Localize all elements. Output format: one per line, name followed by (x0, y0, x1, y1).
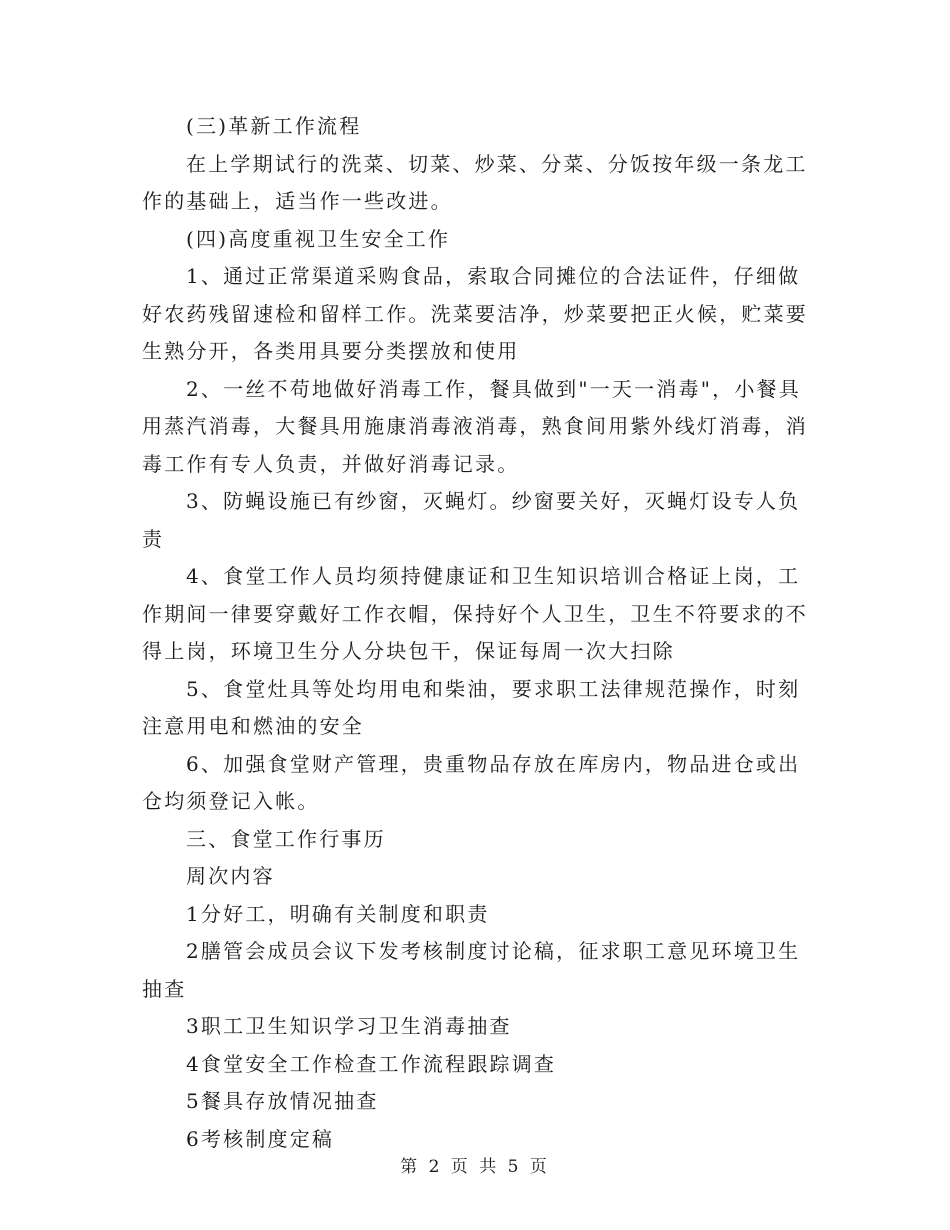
section-heading-4: (四)高度重视卫生安全工作 (186, 226, 451, 251)
page-number-footer: 第 2 页 共 5 页 (400, 1157, 550, 1177)
section-heading-3: (三)革新工作流程 (186, 114, 362, 138)
calendar-week-5: 5餐具存放情况抽查 (186, 1089, 379, 1113)
calendar-week-2: 2膳管会成员会议下发考核制度讨论稿，征求职工意见环境卫生抽查 (142, 939, 801, 1001)
paragraph-workflow: 在上学期试行的洗菜、切菜、炒菜、分菜、分饭按年级一条龙工作的基础上，适当作一些改进。 (142, 151, 808, 213)
calendar-week-3: 3职工卫生知识学习卫生消毒抽查 (186, 1014, 512, 1038)
paragraph-item-6: 6、加强食堂财产管理，贵重物品存放在库房内，物品进仓或出仓均须登记入帐。 (142, 751, 801, 813)
document-body (142, 108, 822, 1158)
paragraph-item-3: 3、防蝇设施已有纱窗，灭蝇灯。纱窗要关好，灭蝇灯设专人负责 (142, 489, 801, 551)
calendar-header: 周次内容 (186, 864, 275, 888)
calendar-week-6: 6考核制度定稿 (186, 1126, 335, 1151)
calendar-week-4: 4食堂安全工作检查工作流程跟踪调查 (186, 1051, 557, 1076)
paragraph-item-4: 4、食堂工作人员均须持健康证和卫生知识培训合格证上岗，工作期间一律要穿戴好工作衣帽，保持好个人卫生，卫生不符要求的不得上岗，环境卫生分人分块包干，保证每周一次大扫除 (142, 564, 808, 663)
paragraph-item-2: 2、一丝不苟地做好消毒工作，餐具做到"一天一消毒"，小餐具用蒸汽消毒，大餐具用施康消毒液消毒，熟食间用紫外线灯消毒，消毒工作有专人负责，并做好消毒记录。 (142, 376, 808, 476)
section-heading-calendar: 三、食堂工作行事历 (186, 826, 386, 851)
paragraph-item-5: 5、食堂灶具等处均用电和柴油，要求职工法律规范操作，时刻注意用电和燃油的安全 (142, 676, 801, 738)
calendar-week-1: 1分好工，明确有关制度和职责 (186, 901, 490, 926)
paragraph-item-1: 1、通过正常渠道采购食品，索取合同摊位的合法证件，仔细做好农药残留速检和留样工作。洗菜要洁净，炒菜要把正火候，贮菜要生熟分开，各类用具要分类摆放和使用 (142, 264, 808, 363)
